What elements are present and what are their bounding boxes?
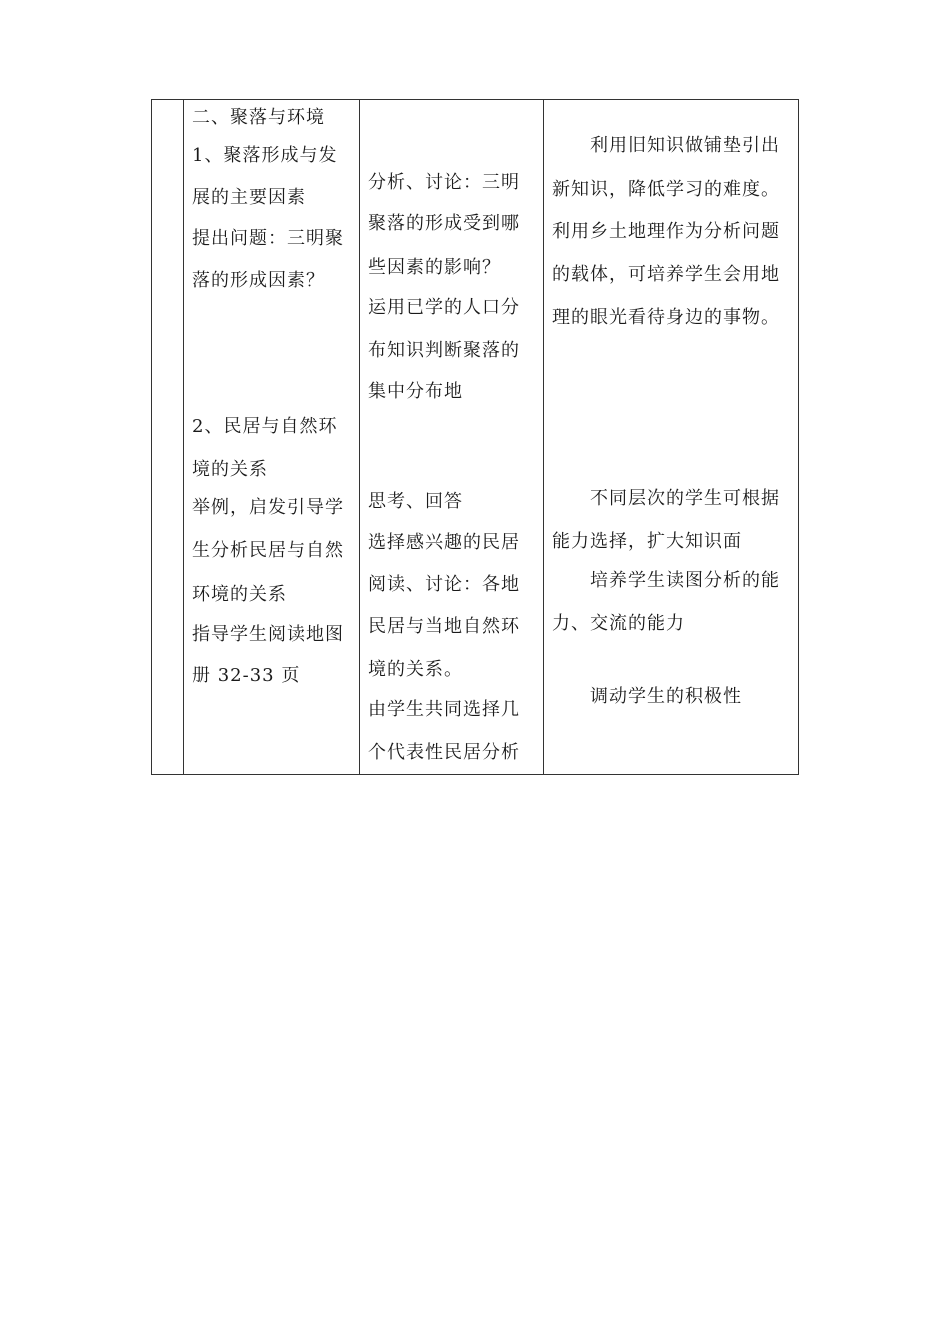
text-line: 境的关系 xyxy=(192,459,268,480)
text-line: 2、民居与自然环 xyxy=(192,416,338,437)
text-line: 聚落的形成受到哪 xyxy=(368,213,520,234)
column-divider xyxy=(183,100,184,774)
text-line: 提出问题：三明聚 xyxy=(192,228,344,249)
text-line: 力、交流的能力 xyxy=(552,613,685,634)
text-line: 指导学生阅读地图 xyxy=(192,624,344,645)
text-line: 能力选择，扩大知识面 xyxy=(552,531,742,552)
text-line: 的载体，可培养学生会用地 xyxy=(552,264,780,285)
text-line: 理的眼光看待身边的事物。 xyxy=(552,307,780,328)
text-line: 1、聚落形成与发 xyxy=(192,145,338,166)
text-line: 运用已学的人口分 xyxy=(368,297,520,318)
text-line: 新知识，降低学习的难度。 xyxy=(552,179,780,200)
text-line: 利用旧知识做铺垫引出 xyxy=(590,135,780,156)
text-line: 二、聚落与环境 xyxy=(192,107,325,128)
text-line: 阅读、讨论：各地 xyxy=(368,574,520,595)
text-line: 展的主要因素 xyxy=(192,187,306,208)
text-line: 培养学生读图分析的能 xyxy=(590,570,780,591)
text-line: 调动学生的积极性 xyxy=(590,686,742,707)
text-line: 思考、回答 xyxy=(368,491,463,512)
text-line: 境的关系。 xyxy=(368,659,463,680)
text-line: 举例，启发引导学 xyxy=(192,497,344,518)
column-divider xyxy=(543,100,544,774)
text-line: 册 32-33 页 xyxy=(192,665,301,686)
text-line: 布知识判断聚落的 xyxy=(368,340,520,361)
column-divider xyxy=(359,100,360,774)
text-line: 生分析民居与自然 xyxy=(192,540,344,561)
text-line: 环境的关系 xyxy=(192,584,287,605)
text-line: 分析、讨论：三明 xyxy=(368,172,520,193)
text-line: 民居与当地自然环 xyxy=(368,616,520,637)
text-line: 利用乡土地理作为分析问题 xyxy=(552,221,780,242)
text-line: 不同层次的学生可根据 xyxy=(590,488,780,509)
text-line: 集中分布地 xyxy=(368,381,463,402)
text-line: 些因素的影响？ xyxy=(368,257,501,278)
lesson-plan-table xyxy=(151,99,799,775)
text-line: 个代表性民居分析 xyxy=(368,742,520,763)
text-line: 选择感兴趣的民居 xyxy=(368,532,520,553)
text-line: 由学生共同选择几 xyxy=(368,699,520,720)
text-line: 落的形成因素？ xyxy=(192,270,325,291)
